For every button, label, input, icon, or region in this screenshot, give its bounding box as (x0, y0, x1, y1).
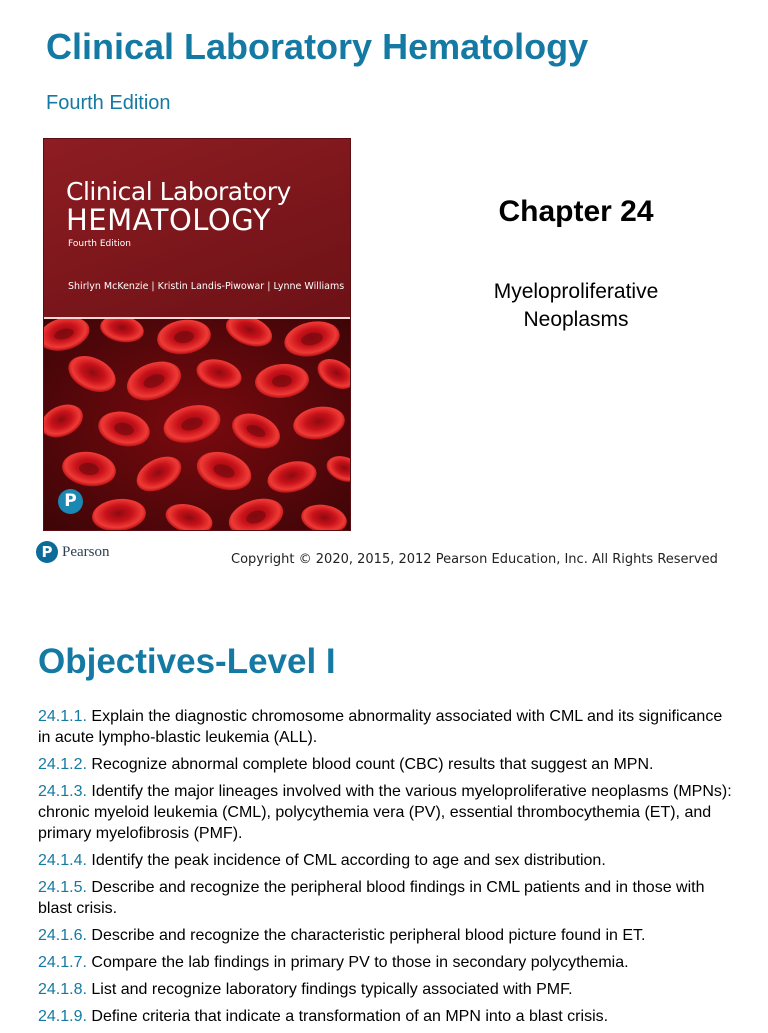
objective-number: 24.1.6. (38, 927, 87, 944)
objectives-list (38, 706, 738, 1033)
objectives-heading: Objectives-Level I (38, 642, 336, 681)
objective-number: 24.1.5. (38, 879, 87, 896)
objective-text: Identify the peak incidence of CML according to age and sex distribution. (91, 852, 606, 869)
objective-text: Recognize abnormal complete blood count (CBC) results that suggest an MPN. (91, 756, 654, 773)
red-blood-cells-illustration (44, 319, 350, 530)
pearson-p-icon: P (36, 541, 58, 563)
chapter-number: Chapter 24 (498, 195, 654, 228)
objective-number: 24.1.4. (38, 852, 87, 869)
objective-item (38, 706, 738, 748)
objective-text: Identify the major lineages involved with the various myeloproliferative neoplasms (MPNs): chronic myeloid leukemia (CML), polycythemia vera (PV), essential thrombocythemia (ET), and primary myelofibrosis (PMF). (38, 783, 732, 842)
objective-text: List and recognize laboratory findings typically associated with PMF. (91, 981, 573, 998)
objective-number: 24.1.8. (38, 981, 87, 998)
cover-authors: Shirlyn McKenzie | Kristin Landis-Piwowar | Lynne Williams (68, 281, 345, 292)
objective-item (38, 925, 738, 946)
edition-label: Fourth Edition (46, 92, 171, 114)
book-cover (43, 138, 351, 531)
pearson-badge-icon: P (58, 489, 83, 514)
objective-item (38, 979, 738, 1000)
objective-text: Define criteria that indicate a transformation of an MPN into a blast crisis. (91, 1008, 609, 1025)
objective-number: 24.1.3. (38, 783, 87, 800)
objective-item (38, 952, 738, 973)
slide-title: Clinical Laboratory Hematology (46, 26, 589, 67)
chapter-title (446, 278, 706, 334)
chapter-title-line1: Myeloproliferative (493, 280, 659, 303)
objective-text: Describe and recognize the characteristic peripheral blood picture found in ET. (91, 927, 646, 944)
copyright-notice: Copyright © 2020, 2015, 2012 Pearson Education, Inc. All Rights Reserved (231, 552, 718, 567)
cover-title-line1: Clinical Laboratory (66, 177, 291, 206)
cover-edition: Fourth Edition (68, 239, 131, 249)
cover-title-line2: HEMATOLOGY (66, 203, 271, 237)
pearson-wordmark: Pearson (62, 543, 110, 560)
objective-text: Describe and recognize the peripheral blood findings in CML patients and in those with blast crisis. (38, 879, 705, 917)
objective-item (38, 850, 738, 871)
pearson-logo (36, 540, 110, 564)
objective-item (38, 754, 738, 775)
objective-text: Explain the diagnostic chromosome abnormality associated with CML and its significance in acute lympho-blastic leukemia (ALL). (38, 708, 723, 746)
objective-number: 24.1.9. (38, 1008, 87, 1025)
objective-number: 24.1.1. (38, 708, 87, 725)
objective-item (38, 781, 738, 844)
chapter-title-line2: Neoplasms (523, 308, 629, 331)
cover-header (44, 139, 350, 317)
objective-item (38, 877, 738, 919)
objective-text: Compare the lab findings in primary PV to those in secondary polycythemia. (91, 954, 629, 971)
objective-number: 24.1.2. (38, 756, 87, 773)
objective-number: 24.1.7. (38, 954, 87, 971)
